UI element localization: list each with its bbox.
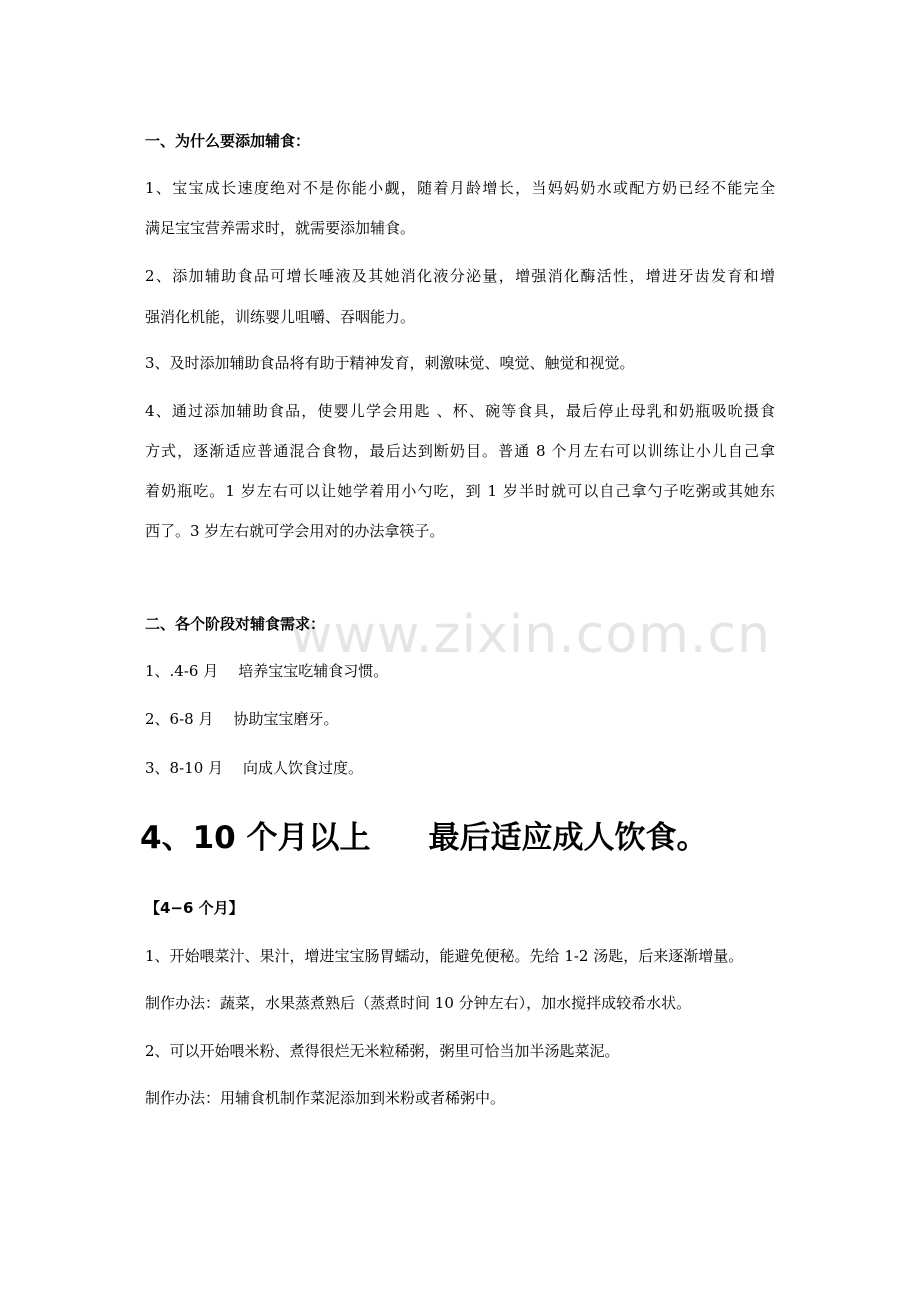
paragraph-line: 强消化机能，训练婴儿咀嚼、吞咽能力。 — [145, 308, 416, 326]
watermark: www.zixin.com.cn — [290, 605, 771, 665]
paragraph-line: 1、宝宝成长速度绝对不是你能小觑，随着月龄增长，当妈妈奶水或配方奶已经不能完全 — [145, 179, 775, 197]
paragraph-line: 着奶瓶吃。1 岁左右可以让她学着用小勺吃，到 1 岁半时就可以自己拿勺子吃粥或其她东 — [145, 482, 775, 500]
paragraph-line: 制作办法：用辅食机制作菜泥添加到米粉或者稀粥中。 — [145, 1089, 506, 1107]
paragraph-line: 3、及时添加辅助食品将有助于精神发育，刺激味觉、嗅觉、触觉和视觉。 — [145, 354, 635, 372]
stage-desc: 培养宝宝吃辅食习惯。 — [238, 662, 389, 680]
paragraph-line: 满足宝宝营养需求时，就需要添加辅食。 — [145, 219, 416, 237]
paragraph-line: 西了。3 岁左右就可学会用对的办法拿筷子。 — [145, 522, 445, 540]
paragraph-line: 方式，逐渐适应普通混合食物，最后达到断奶目。普通 8 个月左右可以训练让小儿自己拿 — [145, 442, 775, 460]
stage-label: 2、6-8 月 — [145, 710, 214, 728]
paragraph-line: 2、添加辅助食品可增长唾液及其她消化液分泌量，增强消化酶活性，增进牙齿发育和增 — [145, 267, 775, 285]
stage-desc: 最后适应成人饮食。 — [428, 820, 708, 856]
stage-desc: 协助宝宝磨牙。 — [233, 710, 339, 728]
stage-label: 4、10 个月以上 — [140, 820, 371, 856]
stage-item-large — [140, 818, 708, 858]
paragraph-line: 4、通过添加辅助食品，使婴儿学会用匙 、杯、碗等食具，最后停止母乳和奶瓶吸吮摄食 — [145, 402, 775, 420]
stage-item — [145, 709, 338, 729]
paragraph-line: 1、开始喂菜汁、果汁，增进宝宝肠胃蠕动，能避免便秘。先给 1-2 汤匙，后来逐渐增量。 — [145, 947, 744, 965]
stage-label: 1、.4-6 月 — [145, 662, 219, 680]
section-heading-why: 一、为什么要添加辅食： — [145, 132, 311, 150]
paragraph-line: 2、可以开始喂米粉、煮得很烂无米粒稀粥，粥里可恰当加半汤匙菜泥。 — [145, 1042, 620, 1060]
stage-item — [145, 661, 388, 681]
section-heading-stages: 二、各个阶段对辅食需求： — [145, 615, 326, 633]
stage-desc: 向成人饮食过度。 — [243, 759, 364, 777]
section-heading-4-6-months: 【4−6 个月】 — [145, 899, 244, 917]
stage-item — [145, 758, 363, 778]
stage-label: 3、8-10 月 — [145, 759, 224, 777]
paragraph-line: 制作办法：蔬菜，水果蒸煮熟后（蒸煮时间 10 分钟左右），加水搅拌成较希水状。 — [145, 994, 692, 1012]
